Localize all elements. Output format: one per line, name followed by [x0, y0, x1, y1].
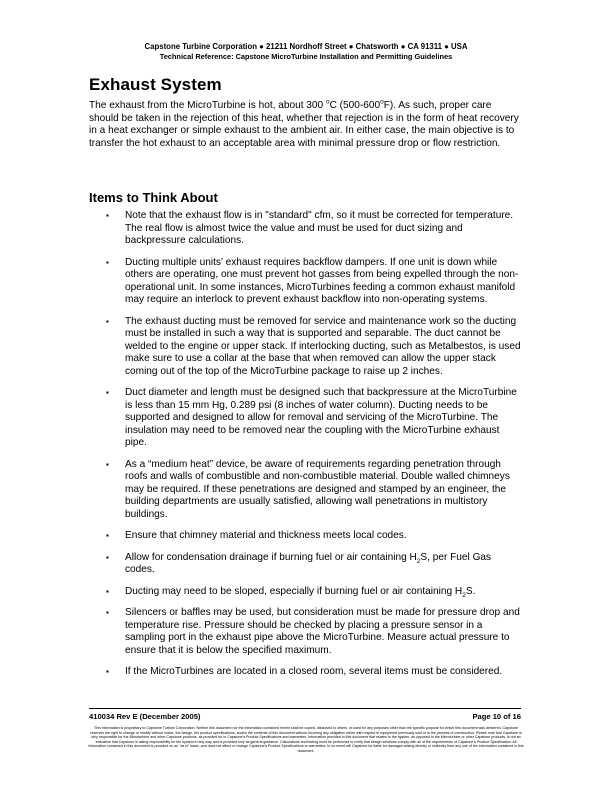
- list-item: ▪ Duct diameter and length must be designed such that backpressure at the MicroTurbine is less than 15 mm Hg, 0.289 psi (8 inches of water column). Ducting needs to be supported and designed to allow for removal and servicing of the MicroTurbine. The insulation may need to be removed near the coupling with the MicroTurbine exhaust pipe.: [106, 387, 517, 448]
- bullet-icon: ▪: [106, 667, 109, 676]
- document-reference: Technical Reference: Capstone MicroTurbine Installation and Permitting Guidelines: [159, 52, 453, 61]
- bullet-icon: ▪: [106, 531, 109, 540]
- bullet-icon: ▪: [106, 552, 109, 562]
- page-number: Page 10 of 16: [472, 712, 521, 721]
- items-list: [89, 210, 521, 688]
- bullet-icon: ▪: [106, 459, 109, 469]
- legal-disclaimer: This information is proprietary to Capstone Turbine Corporation. Neither this document nor the information contained herein shall be copied, disclosed to others, or used for any purposes other than the specific purpose for which this document was delivered. Capstone reserves the right to change or modify without notice, the design, the product specifications, and/or the contents of this document without incurring any obligation either with respect to equipment previously sold or in the process of construction. Please note that Capstone is only responsible for the Microturbine and other Capstone products, as provided for in Capstone's Product Specifications and warranties. Information provided in this document that relates to the system, as opposed to the Microturbine or other Capstone products, is not an indication that Capstone is taking responsibility for the system in any way and is provided only as general guidance. Calculations and testing must be performed to verify that design solutions comply with all of the requirements of Capstone's Product Specification. All information contained in this document is provided on an "as is" basis, and does not affect or change Capstone's Product Specifications or warranties. In no event will Capstone be liable for damages arising directly or indirectly from any use of the information contained in this document.: [88, 726, 524, 753]
- subscript: 2: [462, 591, 466, 599]
- list-item: ▪ Ducting multiple units’ exhaust requires backflow dampers. If one unit is down while others are operating, one must prevent hot gasses from being expelled through the non-operational unit. In some instances, MicroTurbines feeding a common exhaust manifold may require an interlock to prevent exhaust backflow into non-operating systems.: [106, 256, 519, 305]
- intro-paragraph: The exhaust from the MicroTurbine is hot, about 300 $^o$C (500-600$^o$F). As such, proper care should be taken in the rejection of this heat, whether that rejection is in the form of heat recovery in a heat exchanger or simple exhaust to the ambient air. In either case, the main objective is to transfer the hot exhaust to an acceptable area with minimal pressure drop or flow restriction.: [89, 98, 519, 149]
- list-item: ▪ The exhaust ducting must be removed for service and maintenance work so the ducting must be installed in such a way that is supported and separable. The duct cannot be welded to the engine or upper stack. If interlocking ducting, such as Metalbestos, is used make sure to use a collar at the base that when removed can allow the upper stack coming out of the top of the MicroTurbine package to raise up 2 inches.: [106, 315, 521, 377]
- subscript: 2: [416, 557, 421, 565]
- list-item: ▪ Silencers or baffles may be used, but consideration must be made for pressure drop and temperature rise. Pressure should be checked by placing a pressure sensor in a sampling port in the exhaust pipe above the MicroTurbine. Measure actual pressure to ensure that it is below the specified maximum.: [106, 607, 520, 656]
- list-item: ▪ Ensure that chimney material and thickness meets local codes.: [106, 530, 407, 541]
- bullet-icon: ▪: [106, 211, 109, 220]
- degree-superscript: o: [380, 98, 384, 106]
- list-item: ▪ If the MicroTurbines are located in a closed room, several items must be considered.: [106, 666, 503, 677]
- list-item: ▪ Allow for condensation drainage if burning fuel or air containing $H_2S$, per Fuel Gas codes.: [106, 551, 492, 575]
- document-revision: 410034 Rev E (December 2005): [89, 712, 201, 721]
- page-header: [0, 42, 612, 62]
- list-item: ▪ Note that the exhaust flow is in "standard" cfm, so it must be corrected for temperature. The real flow is almost twice the value and must be used for duct sizing and backpressure calculations.: [106, 210, 514, 246]
- bullet-icon: ▪: [106, 388, 109, 397]
- section-title: Items to Think About: [89, 190, 218, 205]
- bullet-icon: ▪: [106, 257, 109, 267]
- footer-divider: [89, 708, 521, 709]
- bullet-icon: ▪: [106, 586, 109, 596]
- bullet-icon: ▪: [106, 608, 109, 617]
- bullet-icon: ▪: [106, 316, 109, 326]
- list-item: ▪ Ducting may need to be sloped, especially if burning fuel or air containing $H_2S$.: [106, 585, 476, 599]
- degree-superscript: o: [325, 98, 330, 106]
- page-title: Exhaust System: [89, 75, 222, 94]
- company-address: Capstone Turbine Corporation ● 21211 Nordhoff Street ● Chatsworth ● CA 91311 ● USA: [144, 42, 468, 51]
- list-item: ▪ As a “medium heat” device, be aware of requirements regarding penetration through roofs and walls of combustible and non-combustible material. Double walled chimneys may be required. If these penetrations are designed and stamped by an engineer, the building departments are usually satisfied, allowing wall penetrations in multistory buildings.: [106, 458, 510, 520]
